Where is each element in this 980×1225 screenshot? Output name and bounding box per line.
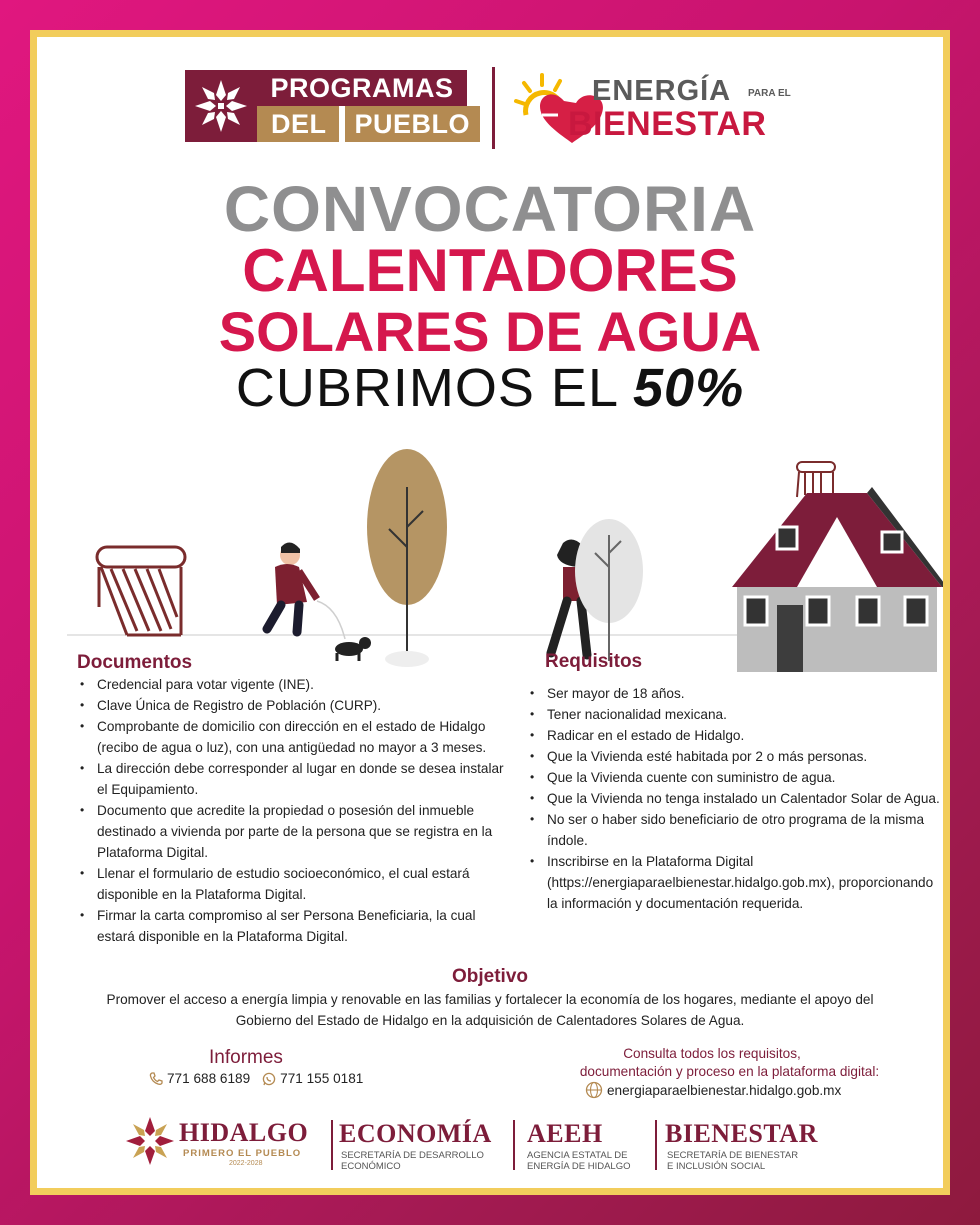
illustration-scene [37, 417, 943, 677]
solar-heater-illustration [97, 547, 185, 635]
del-label: DEL [257, 106, 339, 142]
pueblo-label: PUEBLO [345, 106, 481, 142]
list-item: • Comprobante de domicilio con dirección en el estado de Hidalgo (recibo de agua o luz), con una antigüedad no mayor a 3 meses. [77, 716, 507, 758]
bienestar-footer-label: BIENESTAR [665, 1119, 818, 1148]
title-convocatoria: CONVOCATORIA [223, 173, 757, 245]
website-link[interactable]: energiaparaelbienestar.hidalgo.gob.mx [607, 1082, 842, 1098]
house-illustration [732, 462, 943, 672]
whatsapp-number[interactable]: 771 155 0181 [280, 1071, 364, 1086]
website-link-row [585, 1081, 841, 1099]
list-item: • Credencial para votar vigente (INE). [77, 674, 507, 695]
title-cubrimos [37, 357, 943, 419]
informes-heading: Informes [209, 1047, 283, 1068]
hidalgo-sub-label: PRIMERO EL PUEBLO [183, 1148, 302, 1159]
poster-frame [30, 30, 950, 1195]
list-item: • No ser o haber sido beneficiario de otro programa de la misma índole. [527, 809, 947, 851]
economia-sub2: ECONÓMICO [341, 1161, 401, 1172]
aeeh-sub2: ENERGÍA DE HIDALGO [527, 1161, 631, 1172]
title-solares: SOLARES DE AGUA [218, 300, 762, 363]
del-pueblo-label [257, 106, 471, 142]
man-walking-dog-illustration [267, 542, 371, 661]
cubrimos-text: CUBRIMOS EL [235, 358, 617, 418]
list-item: • Que la Vivienda cuente con suministro de agua. [527, 767, 947, 788]
list-item: • Ser mayor de 18 años. [527, 683, 947, 704]
list-item: • La dirección debe corresponder al lugar en donde se desea instalar el Equipamiento. [77, 758, 507, 800]
footer-divider [331, 1120, 333, 1170]
objetivo-text: Promover el acceso a energía limpia y renovable en las familias y fortalecer la economía de los hogares, mediante el apoyo del Gobierno del Estado de Hidalgo en la adquisición de Calentadores Solares de Agua. [106, 992, 874, 1028]
programas-label: PROGRAMAS [257, 70, 467, 106]
programas-del-pueblo-logo [185, 70, 471, 142]
footer-divider [513, 1120, 515, 1170]
list-item: • Que la Vivienda esté habitada por 2 o más personas. [527, 746, 947, 767]
phone-number[interactable]: 771 688 6189 [167, 1071, 251, 1086]
objetivo-heading: Objetivo [451, 966, 528, 987]
hidalgo-label: HIDALGO [179, 1118, 309, 1147]
hidalgo-star-icon [125, 1116, 175, 1166]
list-item: • Que la Vivienda no tenga instalado un Calentador Solar de Agua. [527, 788, 947, 809]
globe-icon [585, 1081, 603, 1099]
documentos-heading: Documentos [77, 652, 193, 673]
bienestar-label: BIENESTAR [568, 105, 767, 143]
list-item: • Documento que acredite la propiedad o posesión del inmueble destinado a vivienda por parte de la persona que se registra en la Plataforma Digital. [77, 800, 507, 863]
energia-bienestar-logo [512, 67, 812, 149]
energia-label: ENERGÍA [592, 75, 732, 107]
list-item: • Radicar en el estado de Hidalgo. [527, 725, 947, 746]
percent-text: 50% [633, 358, 745, 418]
footer-divider [655, 1120, 657, 1170]
star-emblem-icon [185, 70, 257, 142]
consulta-line2: documentación y proceso en la plataforma digital: [579, 1064, 880, 1079]
header-divider [492, 67, 495, 149]
list-item: • Firmar la carta compromiso al ser Persona Beneficiaria, la cual estará disponible en la Plataforma Digital. [77, 905, 507, 947]
requisitos-heading: Requisitos [545, 651, 643, 672]
bienestar-sub1: SECRETARÍA DE BIENESTAR [667, 1150, 799, 1161]
requisitos-list [527, 683, 947, 914]
title-calentadores: CALENTADORES [242, 237, 738, 304]
bienestar-sub2: E INCLUSIÓN SOCIAL [667, 1161, 766, 1172]
list-item: • Llenar el formulario de estudio socioeconómico, el cual estará disponible en la Plataforma Digital. [77, 863, 507, 905]
consulta-line1: Consulta todos los requisitos, [623, 1046, 801, 1061]
para-el-label: PARA EL [748, 88, 791, 99]
phone-numbers [149, 1071, 363, 1086]
hidalgo-logo [125, 1112, 335, 1172]
aeeh-sub1: AGENCIA ESTATAL DE [527, 1150, 628, 1161]
whatsapp-icon [262, 1072, 276, 1086]
list-item: • Clave Única de Registro de Población (CURP). [77, 695, 507, 716]
economia-sub1: SECRETARÍA DE DESARROLLO [341, 1150, 484, 1161]
hidalgo-years-label: 2022-2028 [229, 1160, 263, 1167]
list-item: • Tener nacionalidad mexicana. [527, 704, 947, 725]
list-item: • Inscribirse en la Plataforma Digital (https://energiaparaelbienestar.hidalgo.gob.mx), proporcionando la información y documentación requerida. [527, 851, 947, 914]
aeeh-label: AEEH [527, 1119, 603, 1148]
phone-icon [149, 1072, 163, 1086]
documentos-list [77, 674, 507, 947]
economia-label: ECONOMÍA [339, 1119, 492, 1148]
